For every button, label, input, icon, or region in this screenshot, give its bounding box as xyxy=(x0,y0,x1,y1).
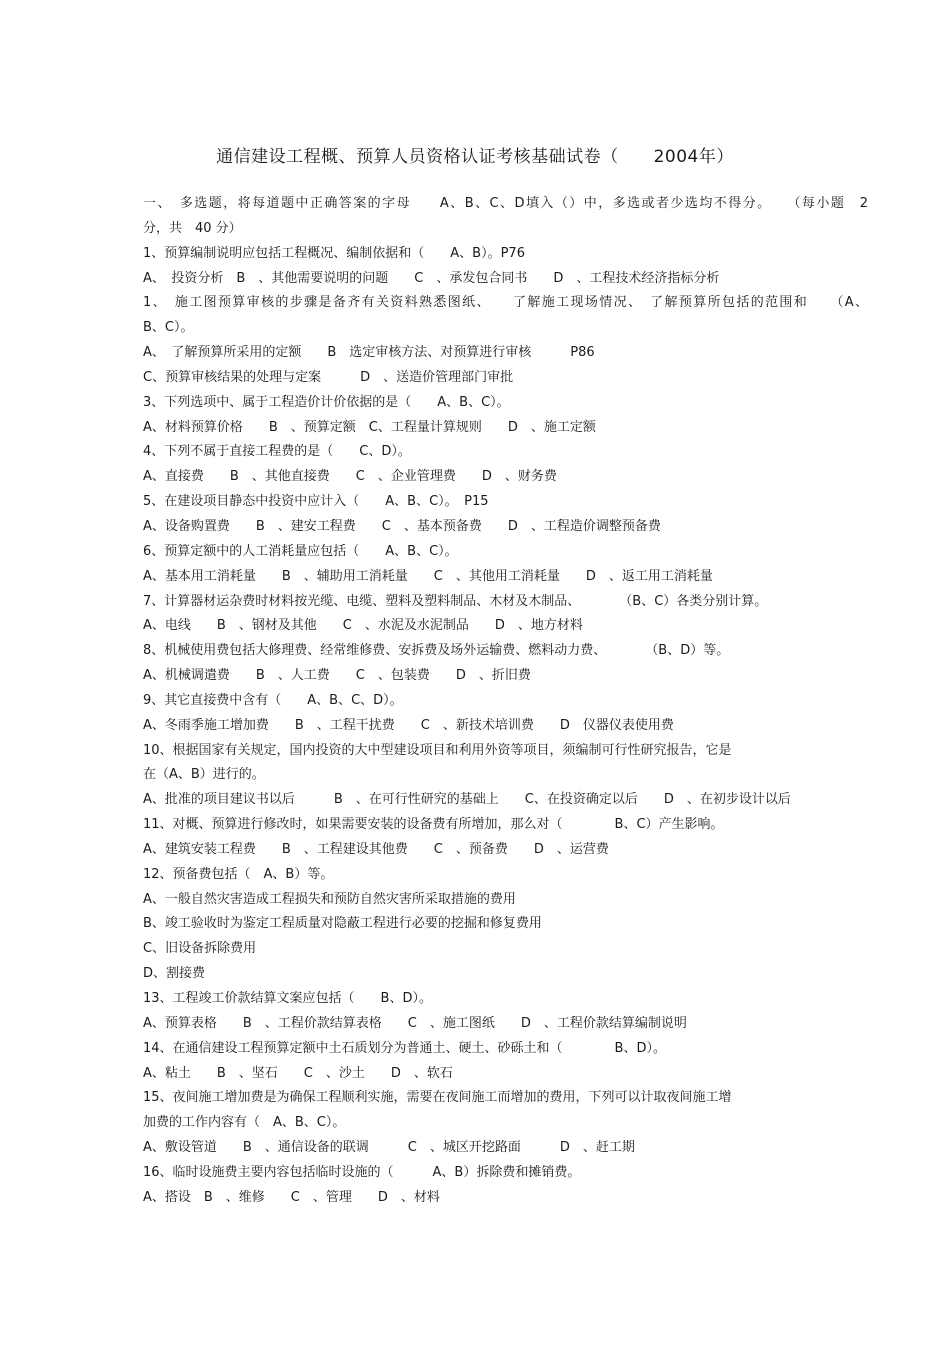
question-line: 13、工程竣工价款结算文案应包括（ B、D）。 xyxy=(143,991,432,1006)
options-line: C、预算审核结果的处理与定案 D 、送造价管理部门审批 xyxy=(143,369,514,385)
question-line: 15、夜间施工增加费是为确保工程顺利实施，需要在夜间施工而增加的费用，下列可以计取夜间施工增 xyxy=(143,1090,732,1106)
question-line: 加费的工作内容有（ A、B、C）。 xyxy=(143,1115,346,1131)
options-line: A、电线 B 、钢材及其他 C 、水泥及水泥制品 D 、地方材料 xyxy=(143,618,583,634)
page-title: 通信建设工程概、预算人员资格认证考核基础试卷（ 2004年） xyxy=(216,147,734,167)
options-line: A、 了解预算所采用的定额 B 选定审核方法、对预算进行审核 P86 xyxy=(143,345,595,361)
question-line: 14、在通信建设工程预算定额中土石质划分为普通土、硬土、砂砾土和（ B、D）。 xyxy=(143,1040,666,1056)
options-line: A、搭设 B 、维修 C 、管理 D 、材料 xyxy=(143,1189,440,1205)
options-line: A、直接费 B 、其他直接费 C 、企业管理费 D 、财务费 xyxy=(143,469,557,485)
question-line: B、C）。 xyxy=(143,320,194,336)
question-line: 12、预备费包括（ A、B）等。 xyxy=(143,866,334,882)
section-instruction-line: 分，共 40 分） xyxy=(143,220,242,236)
question-line: 16、临时设施费主要内容包括临时设施的（ A、B）拆除费和摊销费。 xyxy=(143,1164,581,1180)
question-line: 6、预算定额中的人工消耗量应包括（ A、B、C）。 xyxy=(143,543,458,559)
options-line: B、竣工验收时为鉴定工程质量对隐蔽工程进行必要的挖掘和修复费用 xyxy=(143,916,542,932)
options-line: A、 投资分析 B 、其他需要说明的问题 C 、承发包合同书 D 、工程技术经济指标分析 xyxy=(143,270,720,286)
question-line: 7、计算器材运杂费时材料按光缆、电缆、塑料及塑料制品、木材及木制品、 （B、C）各类分别计算。 xyxy=(143,593,768,609)
options-line: A、设备购置费 B 、建安工程费 C 、基本预备费 D 、工程造价调整预备费 xyxy=(143,518,661,534)
exam-body xyxy=(143,192,868,1211)
section-instruction-line: 一、 多选题，将每道题中正确答案的字母 A、B、C、D填入（）中，多选或者少选均不得分。 （每小题 2 xyxy=(143,196,868,211)
question-line: 在（A、B）进行的。 xyxy=(143,767,265,783)
options-line: D、割接费 xyxy=(143,966,206,982)
question-line: 1、 施工图预算审核的步骤是备齐有关资料熟悉图纸、 了解施工现场情况、 了解预算所包括的范围和 （A、 xyxy=(143,295,868,311)
question-line: 4、下列不属于直接工程费的是（ C、D）。 xyxy=(143,444,411,460)
options-line: A、一般自然灾害造成工程损失和预防自然灾害所采取措施的费用 xyxy=(143,891,516,907)
options-line: A、建筑安装工程费 B 、工程建设其他费 C 、预备费 D 、运营费 xyxy=(143,841,609,857)
question-line: 11、对概、预算进行修改时，如果需要安装的设备费有所增加，那么对（ B、C）产生影响。 xyxy=(143,817,724,833)
question-line: 8、机械使用费包括大修理费、经常维修费、安拆费及场外运输费、燃料动力费、 （B、D）等。 xyxy=(143,643,730,659)
question-line: 1、预算编制说明应包括工程概况、编制依据和（ A、B）。P76 xyxy=(143,245,525,261)
question-line: 9、其它直接费中含有（ A、B、C、D）。 xyxy=(143,692,403,708)
options-line: C、旧设备拆除费用 xyxy=(143,941,257,957)
options-line: A、预算表格 B 、工程价款结算表格 C 、施工图纸 D 、工程价款结算编制说明 xyxy=(143,1015,687,1031)
question-line: 5、在建设项目静态中投资中应计入（ A、B、C）。 P15 xyxy=(143,494,489,510)
question-line: 3、下列选项中、属于工程造价计价依据的是（ A、B、C）。 xyxy=(143,394,510,410)
options-line: A、机械调遣费 B 、人工费 C 、包装费 D 、折旧费 xyxy=(143,668,531,684)
options-line: A、粘土 B 、坚石 C 、沙土 D 、软石 xyxy=(143,1065,453,1081)
options-line: A、基本用工消耗量 B 、辅助用工消耗量 C 、其他用工消耗量 D 、返工用工消耗量 xyxy=(143,568,713,584)
options-line: A、敷设管道 B 、通信设备的联调 C 、城区开挖路面 D 、赶工期 xyxy=(143,1140,635,1156)
question-line: 10、根据国家有关规定，国内投资的大中型建设项目和利用外资等项目，须编制可行性研究报告，它是 xyxy=(143,742,732,758)
options-line: A、批准的项目建议书以后 B 、在可行性研究的基础上 C、在投资确定以后 D 、在初步设计以后 xyxy=(143,792,791,808)
options-line: A、冬雨季施工增加费 B 、工程干扰费 C 、新技术培训费 D 仪器仪表使用费 xyxy=(143,717,674,733)
options-line: A、材料预算价格 B 、预算定额 C、工程量计算规则 D 、施工定额 xyxy=(143,419,596,435)
